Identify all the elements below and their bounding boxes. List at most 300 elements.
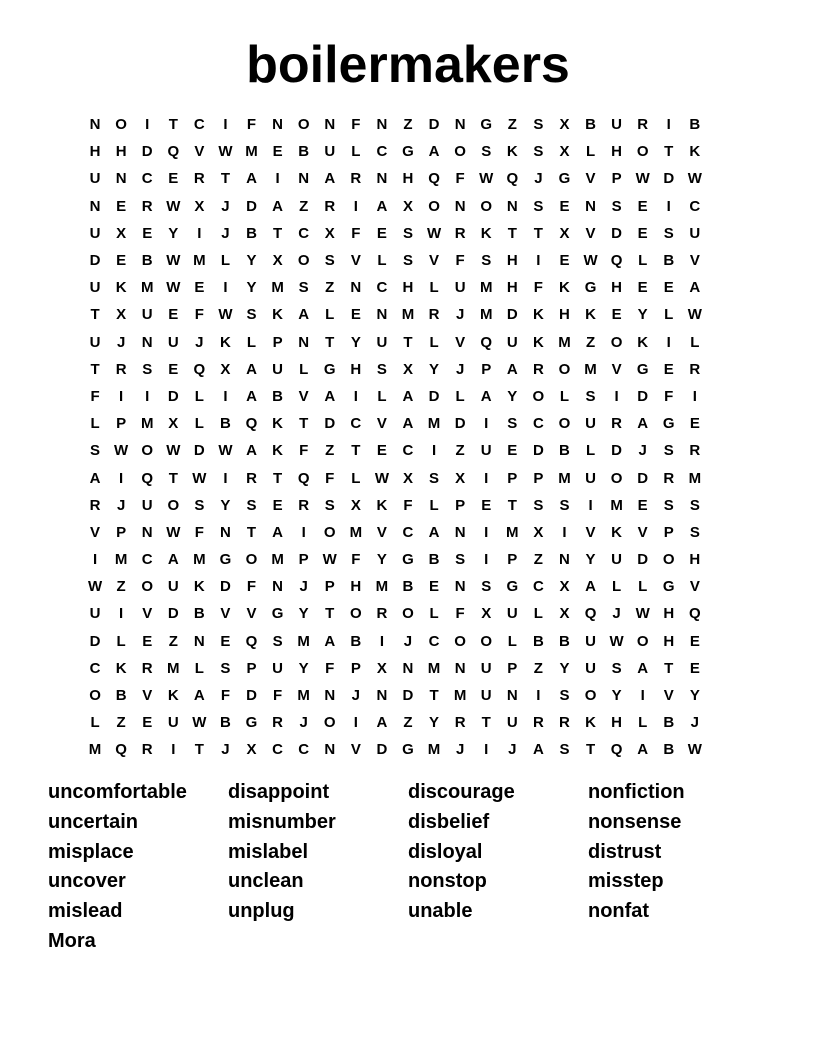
grid-letter: N [298,170,310,188]
grid-letter: V [585,170,596,188]
grid-letter: O [297,116,310,134]
grid-letter: T [194,741,204,759]
grid-row [82,600,734,627]
grid-letter: U [480,442,492,460]
grid-letter: O [454,143,466,161]
grid-letter: E [689,632,700,650]
grid-letter: A [532,741,544,759]
grid-letter: S [585,387,596,405]
grid-letter: F [325,469,335,487]
grid-letter: E [689,415,700,433]
grid-row [82,383,734,410]
grid-row [82,628,734,655]
grid-letter: V [194,143,205,161]
grid-letter: Z [585,333,596,351]
grid-letter: X [350,496,361,514]
grid-letter: W [166,279,181,297]
grid-letter: X [402,360,413,378]
grid-letter: T [507,224,517,242]
grid-letter: W [687,306,702,324]
grid-letter: K [506,143,518,161]
grid-letter: C [193,116,205,134]
grid-row [82,165,734,192]
grid-letter: A [506,360,518,378]
grid-letter: O [428,197,440,215]
word-list-item: unclean [228,870,304,893]
grid-letter: P [272,333,283,351]
word-list-item: nonsense [588,811,682,834]
grid-letter: M [558,333,571,351]
grid-letter: U [167,578,179,596]
grid-letter: A [637,741,649,759]
grid-letter: T [273,224,283,242]
grid-letter: Q [428,170,440,188]
grid-letter: E [559,252,570,270]
grid-letter: T [273,469,283,487]
grid-letter: M [167,659,180,677]
grid-letter: D [611,224,623,242]
grid-letter: U [272,360,283,378]
word-list-item: nonfat [588,900,650,923]
grid-letter: N [506,687,518,705]
grid-letter: U [585,659,596,677]
grid-letter: A [376,197,388,215]
grid-letter: U [585,469,596,487]
grid-letter: K [272,415,283,433]
grid-letter: A [246,387,257,405]
grid-row [82,193,734,220]
grid-letter: L [220,252,231,270]
grid-letter: E [142,224,153,242]
grid-letter: H [611,714,623,732]
grid-letter: N [350,279,362,297]
grid-letter: F [351,551,361,569]
grid-letter: X [168,415,179,433]
grid-letter: U [89,605,101,623]
grid-letter: F [351,224,361,242]
grid-letter: U [480,687,492,705]
grid-letter: D [428,387,440,405]
grid-letter: M [271,551,284,569]
grid-letter: V [220,605,231,623]
grid-letter: U [480,659,492,677]
grid-letter: J [508,741,517,759]
grid-letter: S [376,360,387,378]
grid-letter: E [481,496,492,514]
grid-letter: O [402,605,414,623]
grid-letter: X [116,224,127,242]
grid-letter: Z [325,442,335,460]
grid-letter: B [350,632,362,650]
grid-letter: H [663,605,675,623]
grid-letter: K [611,523,623,541]
grid-letter: B [272,387,283,405]
grid-letter: H [402,170,414,188]
grid-letter: D [89,252,101,270]
grid-letter: B [298,143,310,161]
grid-letter: K [272,442,283,460]
grid-letter: G [402,741,414,759]
grid-letter: E [376,442,387,460]
grid-letter: A [324,632,336,650]
grid-letter: X [324,224,335,242]
grid-letter: I [666,333,671,351]
grid-letter: C [89,659,101,677]
grid-letter: M [506,523,519,541]
grid-letter: V [90,523,101,541]
grid-letter: J [195,333,204,351]
grid-letter: U [141,306,153,324]
grid-letter: F [273,687,283,705]
grid-letter: S [611,197,622,215]
grid-letter: G [402,143,414,161]
grid-row [82,573,734,600]
grid-letter: V [663,687,674,705]
grid-letter: V [298,387,309,405]
grid-letter: I [353,714,358,732]
grid-letter: A [428,143,440,161]
grid-letter: W [479,170,494,188]
page-title: boilermakers [246,36,570,94]
grid-letter: U [324,143,336,161]
grid-letter: V [376,523,387,541]
grid-letter: D [141,143,153,161]
grid-letter: W [583,252,598,270]
grid-letter: H [506,252,518,270]
grid-letter: F [455,170,465,188]
grid-letter: E [559,197,570,215]
grid-row [82,138,734,165]
grid-letter: P [350,659,361,677]
grid-letter: L [429,279,439,297]
grid-letter: I [484,469,489,487]
grid-letter: W [166,252,181,270]
grid-letter: N [89,116,101,134]
grid-letter: W [87,578,103,596]
grid-letter: W [687,741,702,759]
grid-letter: S [689,496,700,514]
grid-letter: F [90,387,100,405]
grid-letter: L [429,496,439,514]
grid-row [82,220,734,247]
grid-letter: E [689,659,700,677]
grid-letter: N [324,687,336,705]
grid-letter: H [663,632,675,650]
grid-letter: K [689,143,701,161]
grid-letter: W [635,170,650,188]
grid-letter: I [666,116,671,134]
grid-letter: F [533,279,543,297]
grid-letter: G [219,551,232,569]
grid-letter: R [324,197,336,215]
grid-letter: O [636,632,649,650]
grid-letter: Y [168,224,179,242]
word-list-item: Mora [48,929,96,952]
grid-letter: X [116,306,127,324]
grid-letter: N [454,578,466,596]
grid-letter: G [245,714,258,732]
grid-letter: S [220,659,231,677]
grid-letter: T [403,333,413,351]
grid-letter: L [638,714,648,732]
grid-letter: M [427,659,441,677]
grid-letter: O [454,632,466,650]
grid-letter: A [480,387,492,405]
grid-letter: L [377,387,387,405]
grid-letter: E [194,279,205,297]
grid-letter: N [402,659,414,677]
grid-letter: A [637,415,649,433]
grid-letter: K [272,306,283,324]
grid-letter: P [611,170,622,188]
grid-letter: I [119,469,124,487]
grid-letter: H [506,279,518,297]
grid-letter: F [455,252,465,270]
grid-letter: W [218,442,233,460]
grid-letter: S [663,496,674,514]
grid-letter: S [663,442,674,460]
grid-letter: S [533,116,544,134]
grid-letter: L [246,333,257,351]
grid-letter: Y [429,714,440,732]
grid-letter: V [350,741,361,759]
grid-letter: J [351,687,360,705]
grid-letter: R [689,360,701,378]
word-list-row [48,897,788,927]
grid-letter: V [142,687,153,705]
grid-letter: S [481,252,492,270]
grid-letter: S [455,551,466,569]
word-list-item: nonstop [408,870,487,893]
grid-letter: I [145,387,150,405]
grid-letter: O [89,687,101,705]
grid-letter: I [171,741,176,759]
grid-letter: F [220,687,231,705]
grid-letter: C [298,741,310,759]
grid-letter: X [533,523,544,541]
grid-letter: M [271,279,284,297]
grid-letter: E [272,143,283,161]
grid-letter: N [193,632,205,650]
grid-letter: U [689,224,701,242]
grid-letter: K [585,714,596,732]
grid-letter: D [246,197,257,215]
grid-letter: C [532,578,544,596]
grid-letter: I [536,687,541,705]
grid-letter: U [506,714,518,732]
grid-letter: V [585,523,596,541]
grid-letter: M [375,578,389,596]
grid-letter: F [246,578,257,596]
grid-letter: L [690,333,700,351]
grid-letter: M [610,496,623,514]
word-list-item: nonfiction [588,781,685,804]
grid-letter: E [142,714,153,732]
grid-letter: X [272,252,283,270]
grid-letter: R [350,170,362,188]
grid-letter: B [115,687,127,705]
word-list-item: misplace [48,840,134,863]
grid-letter: X [481,605,492,623]
grid-letter: F [455,605,465,623]
grid-letter: E [637,496,648,514]
grid-letter: F [351,116,361,134]
grid-letter: A [298,306,310,324]
grid-letter: H [611,143,623,161]
grid-letter: O [141,578,154,596]
grid-letter: R [141,741,153,759]
word-search-grid [82,111,734,764]
grid-letter: S [298,279,309,297]
grid-letter: C [272,741,283,759]
grid-letter: E [142,632,153,650]
grid-letter: E [350,306,361,324]
grid-letter: L [429,333,439,351]
grid-letter: T [533,224,543,242]
grid-letter: M [427,741,441,759]
grid-letter: F [194,306,204,324]
grid-letter: W [218,143,233,161]
grid-letter: O [610,469,623,487]
grid-letter: D [637,387,649,405]
grid-letter: O [636,143,649,161]
grid-letter: W [322,551,337,569]
grid-letter: S [481,578,492,596]
grid-letter: W [687,170,702,188]
grid-letter: N [298,333,310,351]
grid-letter: V [455,333,466,351]
grid-row [82,274,734,301]
grid-letter: T [481,714,491,732]
grid-letter: K [115,659,127,677]
grid-row [82,301,734,328]
grid-letter: X [402,197,413,215]
grid-letter: R [663,469,675,487]
word-list-item: discourage [408,781,515,804]
grid-letter: O [584,687,597,705]
grid-letter: I [223,469,228,487]
grid-letter: R [532,360,544,378]
grid-letter: L [638,578,648,596]
grid-letter: K [559,279,570,297]
grid-letter: Q [245,632,258,650]
grid-letter: M [558,469,571,487]
grid-letter: D [89,632,101,650]
grid-letter: J [221,741,230,759]
grid-row [82,655,734,682]
grid-letter: A [637,659,649,677]
grid-letter: S [324,252,335,270]
grid-letter: N [454,523,466,541]
grid-letter: S [481,143,492,161]
grid-letter: N [376,170,388,188]
grid-letter: R [611,415,623,433]
grid-letter: R [689,442,701,460]
grid-letter: J [455,306,465,324]
grid-letter: V [376,415,387,433]
grid-letter: H [350,360,362,378]
grid-letter: C [350,415,362,433]
grid-letter: A [272,523,283,541]
grid-letter: O [323,714,336,732]
word-list-item: mislabel [228,840,309,863]
grid-row [82,736,734,763]
grid-letter: A [402,387,414,405]
grid-letter: P [481,360,492,378]
grid-letter: Z [168,632,178,650]
grid-letter: X [402,469,413,487]
grid-letter: U [611,551,623,569]
grid-letter: M [140,415,154,433]
grid-letter: W [166,523,181,541]
grid-letter: U [167,333,179,351]
grid-letter: A [193,687,205,705]
grid-letter: G [323,360,336,378]
grid-letter: V [637,523,648,541]
grid-letter: M [297,632,310,650]
grid-letter: A [246,360,257,378]
grid-letter: M [453,687,467,705]
grid-letter: N [324,116,336,134]
grid-letter: D [167,605,179,623]
grid-letter: C [428,632,440,650]
grid-letter: E [637,279,648,297]
grid-letter: I [666,197,671,215]
grid-letter: S [507,415,518,433]
grid-letter: V [429,252,440,270]
grid-letter: D [663,170,675,188]
grid-letter: J [690,714,699,732]
grid-letter: C [402,442,414,460]
grid-letter: P [663,523,674,541]
grid-letter: R [246,469,257,487]
grid-letter: N [324,741,336,759]
grid-letter: I [301,523,306,541]
grid-letter: D [506,306,518,324]
grid-letter: X [376,659,387,677]
grid-letter: Y [350,333,361,351]
grid-letter: P [116,523,127,541]
grid-letter: N [141,333,153,351]
grid-letter: I [692,387,697,405]
grid-letter: S [611,659,622,677]
grid-letter: D [532,442,544,460]
grid-letter: F [299,442,309,460]
grid-letter: M [193,551,206,569]
grid-letter: R [272,714,283,732]
grid-letter: S [324,496,335,514]
grid-letter: U [506,605,518,623]
grid-letter: W [635,605,650,623]
grid-letter: Q [245,415,258,433]
grid-letter: S [402,224,413,242]
grid-letter: D [220,578,231,596]
word-list-item: misnumber [228,811,336,834]
word-list-row [48,778,788,808]
grid-letter: Z [403,116,413,134]
grid-letter: F [246,116,257,134]
grid-letter: D [637,551,649,569]
grid-letter: N [220,523,231,541]
grid-letter: Y [246,279,257,297]
grid-letter: B [689,116,701,134]
grid-letter: U [506,333,518,351]
grid-letter: U [89,170,101,188]
grid-letter: D [637,469,649,487]
grid-letter: N [454,197,466,215]
grid-letter: Q [480,333,493,351]
word-list-item: uncomfortable [48,781,187,804]
